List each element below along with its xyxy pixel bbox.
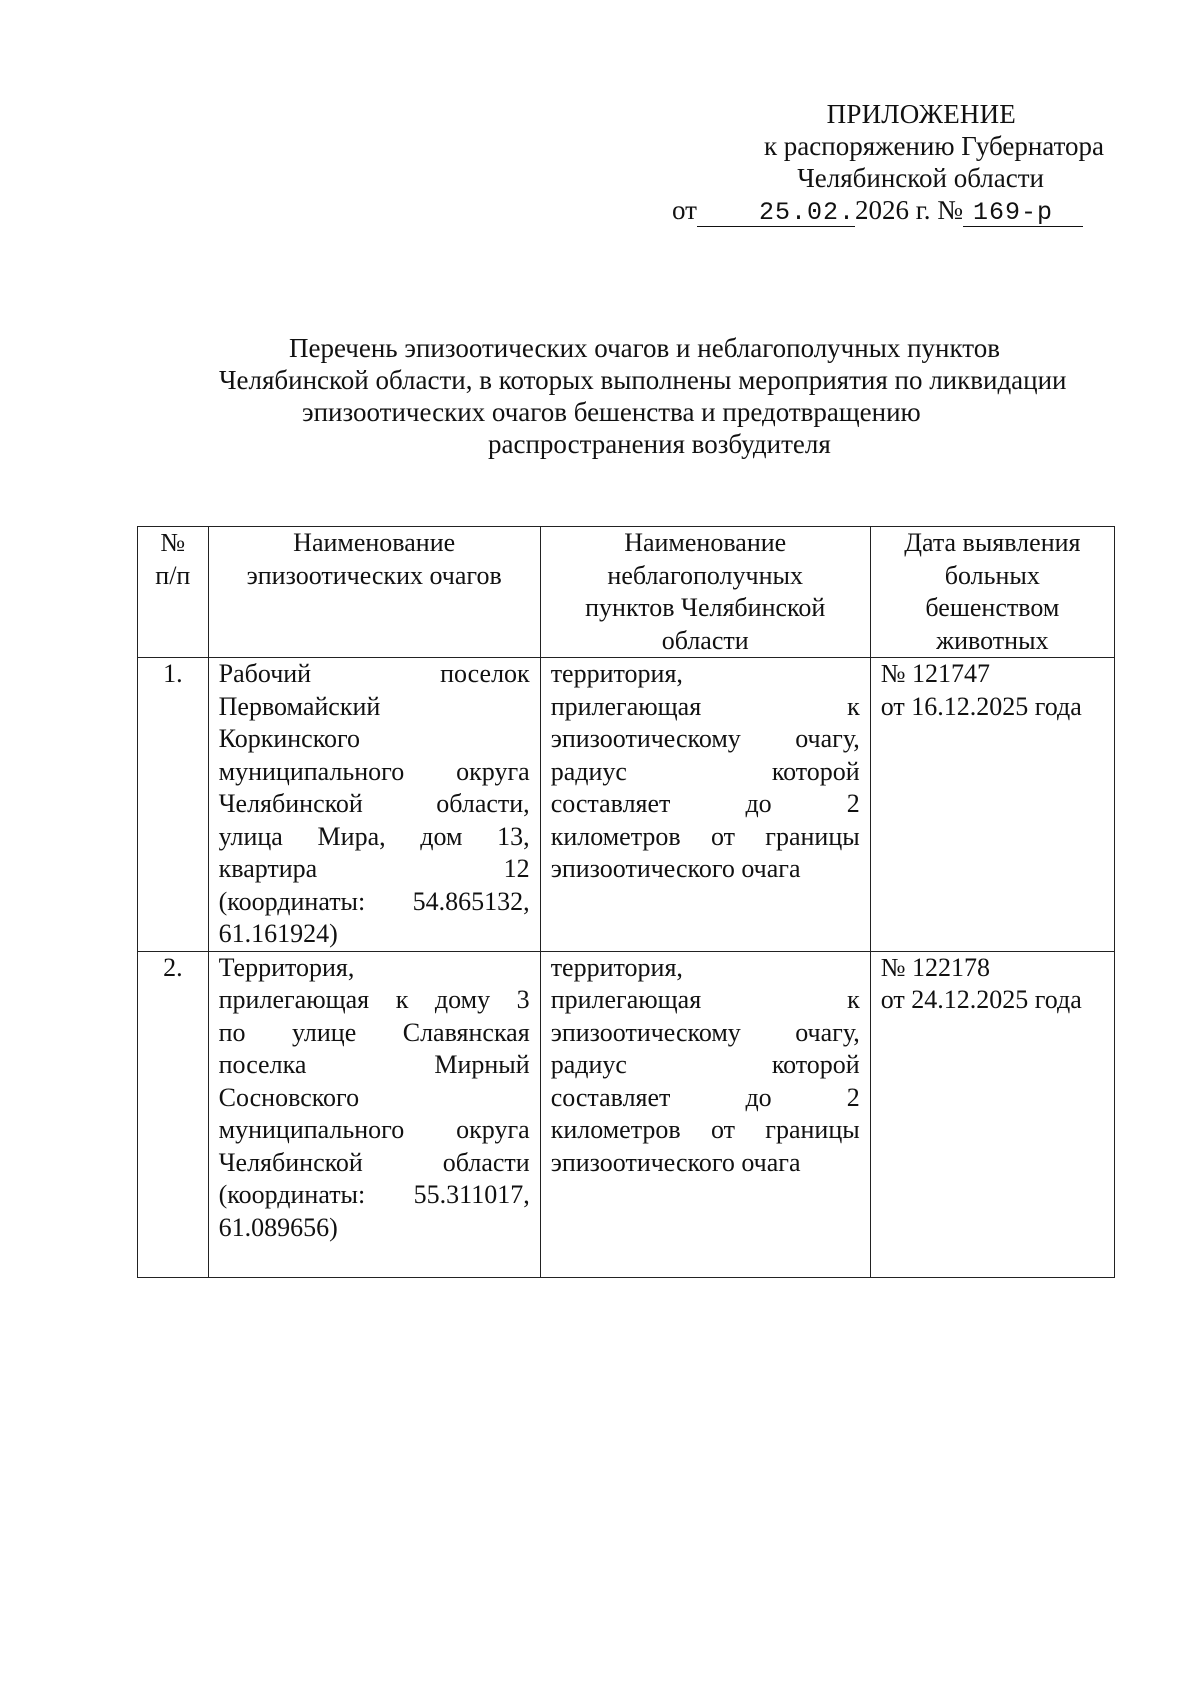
record-date: от 24.12.2025 года — [880, 985, 1082, 1014]
cell-line: по улице Славянская — [218, 1017, 530, 1047]
cell-line: Челябинской области — [218, 1147, 530, 1177]
cell-line: Территория, — [218, 952, 355, 982]
header-area-line-3: пунктов Челябинской — [585, 593, 826, 622]
detection-date-cell — [870, 658, 1114, 952]
cell-line: (координаты: 54.865132, — [218, 886, 530, 916]
header-area-line-4: области — [661, 625, 749, 655]
number-value: 169-р — [973, 198, 1054, 227]
header-date-line-2: больных — [944, 560, 1040, 590]
cell-line: эпизоотического очага — [550, 1147, 801, 1177]
cell-line: улица Мира, дом 13, — [218, 821, 530, 851]
cell-line: составляет до 2 — [550, 1082, 860, 1112]
number-field — [963, 197, 1083, 227]
affected-area-cell — [540, 658, 870, 952]
row-number: 2. — [138, 951, 209, 1277]
header-area-name — [540, 527, 870, 658]
cell-line: Рабочий поселок — [218, 659, 530, 688]
cell-line: прилегающая к дому 3 — [218, 985, 530, 1014]
header-name-line-2: эпизоотических очагов — [246, 560, 502, 590]
record-number: № 122178 — [880, 952, 991, 982]
appendix-subtitle: к распоряжению Губернатора — [763, 131, 1104, 161]
header-area-line-1: Наименование — [624, 528, 787, 557]
year-suffix: 2026 г. № — [854, 195, 963, 225]
cell-line: прилегающая к — [550, 691, 860, 721]
affected-area-cell — [540, 951, 870, 1277]
heading-line-3: эпизоотических очагов бешенства и предотвращению — [302, 397, 921, 427]
cell-line: Первомайский — [218, 691, 381, 721]
cell-line: эпизоотическому очагу, — [550, 1017, 860, 1047]
heading-line-4: распространения возбудителя — [488, 429, 831, 459]
header-date-line-3: бешенством — [925, 593, 1060, 622]
table-header-row — [138, 527, 1115, 658]
cell-line: эпизоотического очага — [550, 854, 801, 883]
cell-line: радиус которой — [550, 1050, 860, 1079]
header-num-line-2: п/п — [155, 560, 191, 590]
header-foci-name — [208, 527, 540, 658]
header-date-line-4: животных — [936, 625, 1049, 655]
cell-line: прилегающая к — [550, 985, 860, 1014]
cell-line: (координаты: 55.311017, — [218, 1180, 530, 1209]
record-date: от 16.12.2025 года — [880, 691, 1082, 721]
cell-line: эпизоотическому очагу, — [550, 724, 860, 753]
header-name-line-1: Наименование — [293, 528, 456, 557]
header-num — [138, 527, 209, 658]
detection-date-cell — [870, 951, 1114, 1277]
header-detection-date — [870, 527, 1114, 658]
appendix-region: Челябинской области — [797, 163, 1044, 193]
cell-line: 61.089656) — [218, 1212, 338, 1242]
cell-line: территория, — [550, 659, 683, 688]
foci-table — [137, 526, 1115, 1278]
record-number: № 121747 — [880, 659, 991, 688]
header-date-line-1: Дата выявления — [904, 528, 1081, 557]
appendix-title: ПРИЛОЖЕНИЕ — [826, 99, 1016, 129]
date-value: 25.02. — [758, 198, 855, 227]
cell-line: составляет до 2 — [550, 789, 860, 818]
cell-line: радиус которой — [550, 756, 860, 786]
cell-line: Челябинской области, — [218, 789, 530, 818]
focus-name-cell — [208, 951, 540, 1277]
heading-line-2: Челябинской области, в которых выполнены мероприятия по ликвидации — [219, 365, 1067, 395]
cell-line: территория, — [550, 952, 683, 982]
cell-line: поселка Мирный — [218, 1050, 530, 1079]
focus-name-cell — [208, 658, 540, 952]
cell-line: муниципального округа — [218, 1115, 530, 1144]
cell-line: Сосновского — [218, 1082, 360, 1112]
heading-line-1: Перечень эпизоотических очагов и неблагополучных пунктов — [289, 333, 1000, 363]
header-num-line-1: № — [160, 528, 186, 557]
cell-line: муниципального округа — [218, 756, 530, 786]
cell-line: квартира 12 — [218, 854, 530, 883]
cell-line: километров от границы — [550, 1115, 860, 1144]
date-field — [697, 197, 855, 227]
cell-line: Коркинского — [218, 724, 361, 753]
table-row — [138, 951, 1115, 1277]
cell-line: километров от границы — [550, 821, 860, 851]
header-area-line-2: неблагополучных — [607, 560, 803, 590]
from-label: от — [672, 195, 697, 225]
row-number: 1. — [138, 658, 209, 952]
table-row — [138, 658, 1115, 952]
cell-line: 61.161924) — [218, 919, 338, 948]
appendix-header — [664, 98, 1104, 227]
appendix-date-number-line — [664, 194, 1104, 227]
